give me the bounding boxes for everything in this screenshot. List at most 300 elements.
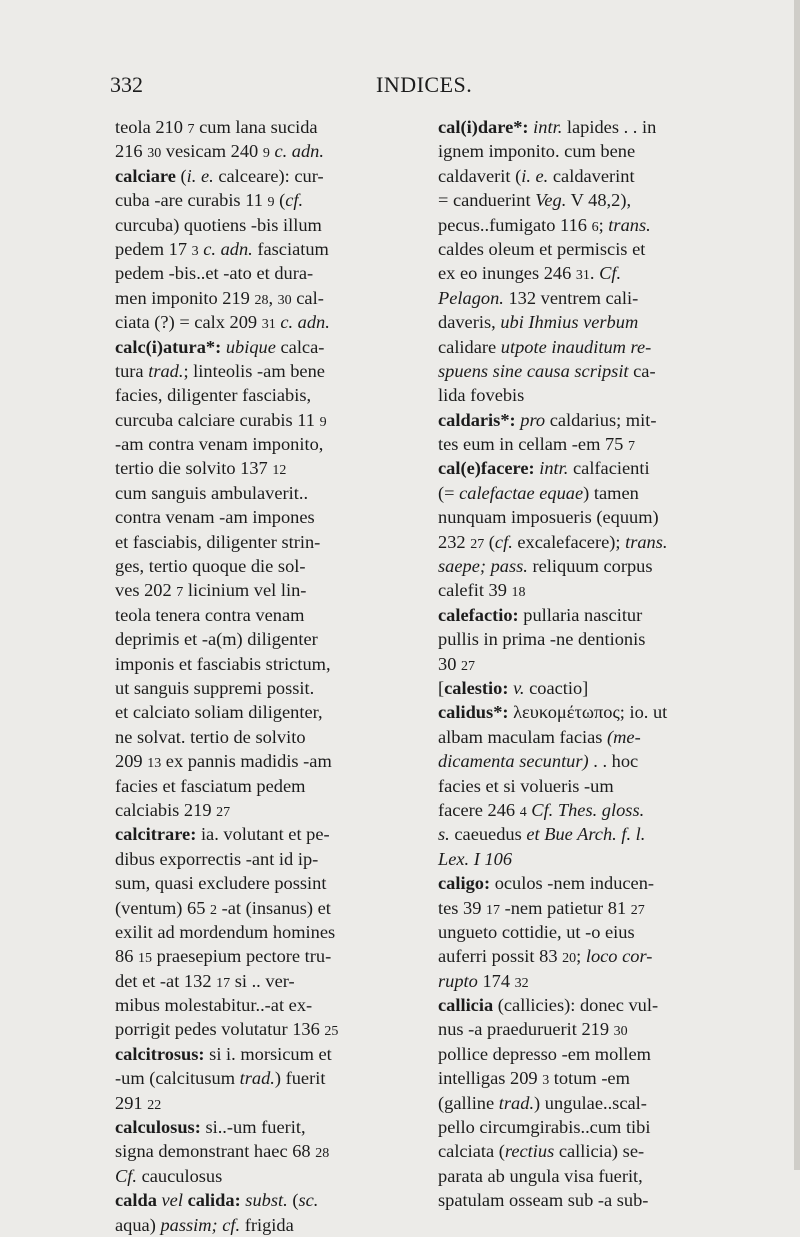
text-segment: v. [513, 677, 525, 698]
text-segment: pello circumgirabis..cum tibi [438, 1117, 651, 1138]
text-segment: 28 [254, 292, 269, 308]
text-line [115, 481, 425, 505]
text-segment: 27 [216, 804, 231, 820]
text-segment: Cf. Thes. gloss. [531, 799, 645, 820]
headword: calestio: [444, 677, 509, 698]
text-segment: 7 [187, 122, 195, 137]
text-line [438, 1042, 748, 1066]
text-segment: curcuba) quotiens -bis illum [115, 214, 322, 235]
text-line [115, 676, 425, 700]
text-line [438, 944, 748, 968]
text-segment: ex pannis madidis -am [161, 751, 332, 772]
text-line [115, 554, 425, 578]
headword: calefactio: [438, 604, 519, 625]
text-line [115, 164, 425, 188]
text-segment: c. adn. [203, 238, 253, 259]
headword: calidus*: [438, 702, 509, 723]
text-segment: ca- [628, 360, 656, 381]
text-segment: 232 [438, 531, 471, 552]
text-line [115, 1213, 425, 1237]
headword: calda [115, 1190, 157, 1211]
text-segment: tura [115, 360, 149, 381]
text-segment: (ventum) 65 [115, 897, 210, 918]
text-segment: 31 [575, 268, 590, 284]
text-segment: coactio] [524, 677, 589, 698]
text-line [115, 530, 425, 554]
text-segment: facies et si volueris -um [438, 775, 614, 796]
text-line [115, 847, 425, 871]
text-segment: saepe; pass. [438, 556, 528, 577]
text-line [438, 725, 748, 749]
text-line [115, 1188, 425, 1212]
text-segment: Pelagon. [438, 287, 504, 308]
text-segment: dibus exporrectis -ant id ip- [115, 848, 319, 869]
text-line [438, 1139, 748, 1163]
text-line [438, 554, 748, 578]
text-segment: cum lana sucida [194, 117, 318, 137]
text-line [115, 822, 425, 846]
text-segment: (galline [438, 1092, 499, 1113]
headword: calculosus: [115, 1117, 201, 1138]
text-segment: (callicies): donec vul- [493, 995, 659, 1016]
headword: calida: [187, 1190, 241, 1211]
text-segment: parata ab ungula visa fuerit, [438, 1165, 643, 1186]
text-segment: ia. volutant et pe- [196, 824, 330, 845]
text-segment: caldes oleum et permiscis et [438, 238, 646, 259]
text-line [115, 456, 425, 480]
text-segment: cal- [291, 287, 324, 308]
text-segment: totum -em [549, 1068, 630, 1089]
text-segment: 209 [115, 751, 148, 772]
text-segment: facere 246 [438, 799, 520, 820]
text-segment: 291 [115, 1092, 148, 1113]
text-segment: ; [598, 214, 609, 235]
text-line [115, 969, 425, 993]
text-segment: ) ungulae..scal- [534, 1092, 647, 1113]
text-line [115, 188, 425, 212]
text-line [115, 261, 425, 285]
text-line [438, 213, 748, 237]
text-line [115, 944, 425, 968]
text-line [115, 1066, 425, 1090]
text-segment: 3 [191, 243, 199, 259]
text-line [438, 871, 748, 895]
text-line [438, 432, 748, 456]
headword: caldaris*: [438, 409, 516, 430]
text-segment: teola tenera contra venam [115, 604, 305, 625]
text-segment: 30 [613, 1024, 628, 1040]
text-line [438, 1017, 748, 1041]
text-segment: calciabis 219 [115, 799, 217, 820]
text-segment: cum sanguis ambulaverit.. [115, 482, 309, 503]
text-segment: ( [175, 165, 187, 186]
text-segment: 216 [115, 141, 148, 162]
text-segment: 15 [138, 951, 152, 967]
text-segment: 22 [147, 1097, 162, 1113]
text-line [438, 969, 748, 993]
text-segment: dicamenta secuntur) [438, 751, 589, 772]
text-segment: caeuedus [449, 824, 527, 845]
text-line [438, 652, 748, 676]
text-segment: subst. [245, 1190, 288, 1211]
text-segment: V 48,2), [566, 190, 632, 211]
headword: calc(i)atura*: [115, 336, 222, 357]
text-segment: 6 [591, 219, 599, 235]
text-segment: pedem -bis..et -ato et dura- [115, 263, 314, 284]
text-line [115, 774, 425, 798]
text-segment: 30 [438, 653, 461, 674]
text-segment: signa demonstrant haec 68 [115, 1141, 316, 1162]
text-segment: 86 [115, 946, 138, 967]
text-segment: callicia) se- [554, 1141, 645, 1162]
text-line [115, 1164, 425, 1188]
text-segment: i. e. [521, 165, 549, 186]
headword: cal(e)facere: [438, 458, 535, 479]
headword: calcitrosus: [115, 1043, 205, 1064]
text-segment: rupto [438, 970, 478, 991]
text-segment: calceare): cur- [213, 165, 324, 186]
text-line [438, 383, 748, 407]
text-line [438, 822, 748, 846]
text-line [438, 700, 748, 724]
text-line [438, 115, 748, 139]
text-segment: . . hoc [588, 751, 639, 772]
text-line [438, 847, 748, 871]
text-segment: 17 [216, 975, 231, 991]
text-segment: c. adn. [280, 312, 330, 333]
text-segment: ves 202 [115, 580, 177, 601]
text-segment: Lex. I 106 [438, 848, 513, 869]
text-segment: si .. ver- [230, 970, 295, 991]
headword: calcitrare: [115, 824, 197, 845]
text-segment: 18 [511, 585, 526, 601]
text-line [115, 408, 425, 432]
text-segment: tes 39 [438, 897, 487, 918]
text-line [115, 213, 425, 237]
text-line [438, 603, 748, 627]
text-segment: tertio die solvito 137 [115, 458, 273, 479]
text-segment: , [268, 287, 278, 308]
text-segment: ) fuerit [274, 1068, 326, 1089]
text-line [115, 896, 425, 920]
text-line [438, 261, 748, 285]
text-segment: si..-um fuerit, [200, 1117, 306, 1138]
text-line [115, 578, 425, 602]
text-segment: s. [438, 824, 450, 845]
text-segment: calca- [275, 336, 325, 357]
text-segment: det et -at 132 [115, 970, 217, 991]
text-line [438, 1188, 748, 1212]
text-line [115, 871, 425, 895]
text-segment: [ [438, 677, 445, 698]
text-line [438, 359, 748, 383]
text-line [438, 310, 748, 334]
text-segment: ( [287, 1190, 299, 1211]
text-segment: trans. [608, 214, 651, 235]
text-segment: λευκομέτωπος; io. ut [508, 702, 668, 723]
text-segment: ; [576, 946, 586, 967]
text-line [115, 603, 425, 627]
text-line [438, 1091, 748, 1115]
text-segment: nus -a praeduruerit 219 [438, 1019, 614, 1040]
text-segment: intr. [533, 117, 563, 137]
text-segment: aqua) [115, 1214, 161, 1235]
text-line [115, 1042, 425, 1066]
text-segment: facies, diligenter fasciabis, [115, 385, 312, 406]
text-segment: 27 [630, 902, 645, 918]
headword: cal(i)dare*: [438, 117, 529, 137]
text-segment: pullaria nascitur [518, 604, 643, 625]
text-segment: 9 [319, 414, 327, 430]
text-line [115, 749, 425, 773]
text-line [115, 286, 425, 310]
text-segment: 12 [272, 463, 287, 479]
right-column [438, 115, 748, 1213]
text-segment: pollice depresso -em mollem [438, 1043, 651, 1064]
text-line [115, 700, 425, 724]
text-line [115, 1115, 425, 1139]
text-segment: caldaverint [548, 165, 635, 186]
text-line [115, 139, 425, 163]
text-segment: calefit 39 [438, 580, 512, 601]
text-segment: trans. [625, 531, 668, 552]
text-segment: contra venam -am impones [115, 507, 315, 528]
text-segment: ( [274, 190, 286, 211]
text-line [438, 749, 748, 773]
text-segment: frigida [240, 1214, 294, 1235]
text-segment: vel [161, 1190, 183, 1211]
text-segment: trad. [498, 1092, 535, 1113]
text-segment: ut sanguis suppremi possit. [115, 677, 315, 698]
text-segment: ciata (?) = calx 209 [115, 312, 262, 333]
text-line [438, 578, 748, 602]
text-segment: ubi Ihmius verbum [500, 312, 639, 333]
headword: caligo: [438, 873, 491, 894]
text-line [115, 798, 425, 822]
text-line [115, 993, 425, 1017]
text-segment: sum, quasi excludere possint [115, 873, 327, 894]
text-segment: cuba -are curabis 11 [115, 190, 268, 211]
text-segment: men imponito 219 [115, 287, 255, 308]
text-segment: 30 [147, 146, 162, 162]
text-segment: 27 [470, 536, 485, 552]
text-segment: ne solvat. tertio de solvito [115, 726, 306, 747]
text-segment: facies et fasciatum pedem [115, 775, 306, 796]
text-line [438, 920, 748, 944]
text-segment: trad. [148, 360, 184, 381]
text-segment: sc. [298, 1190, 319, 1211]
text-segment: caldarius; mit- [545, 409, 657, 430]
text-segment: 30 [277, 292, 292, 308]
text-segment: nunquam imposueris (equum) [438, 507, 659, 528]
text-segment: calciata ( [438, 1141, 505, 1162]
text-line [115, 725, 425, 749]
text-segment: 7 [176, 585, 184, 601]
text-line [438, 993, 748, 1017]
text-segment: 132 ventrem cali- [503, 287, 639, 308]
text-segment: reliquum corpus [527, 556, 653, 577]
text-segment: Veg. [535, 190, 567, 211]
text-segment: 31 [261, 317, 276, 333]
text-line [115, 505, 425, 529]
text-segment: spuens sine causa scripsit [438, 360, 629, 381]
text-segment: Cf. [599, 263, 622, 284]
text-segment: 13 [147, 756, 162, 772]
text-segment: ) tamen [583, 482, 639, 503]
text-segment: -um (calcitusum [115, 1068, 240, 1089]
text-line [438, 286, 748, 310]
headword: callicia [438, 995, 494, 1016]
text-line [115, 627, 425, 651]
text-segment: pedem 17 [115, 238, 192, 259]
text-segment: albam maculam facias [438, 726, 608, 747]
text-segment: daveris, [438, 312, 501, 333]
text-line [438, 774, 748, 798]
text-line [438, 676, 748, 700]
left-column [115, 115, 425, 1237]
text-segment: 3 [542, 1073, 550, 1089]
text-segment: exilit ad mordendum homines [115, 921, 336, 942]
text-segment: ; linteolis -am bene [183, 360, 325, 381]
text-line [115, 237, 425, 261]
text-segment: ungueto cottidie, ut -o eius [438, 921, 635, 942]
text-segment: excalefacere); [512, 531, 626, 552]
page-number: 332 [110, 72, 143, 97]
text-segment: pullis in prima -ne dentionis [438, 629, 646, 650]
text-line [438, 237, 748, 261]
text-segment: ges, tertio quoque die sol- [115, 556, 306, 577]
text-line [438, 408, 748, 432]
page-edge [794, 0, 800, 1170]
text-line [438, 530, 748, 554]
text-segment: trad. [239, 1068, 275, 1089]
text-segment: 2 [210, 902, 217, 918]
text-line [438, 335, 748, 359]
text-segment: imponis et fasciabis strictum, [115, 653, 331, 674]
text-segment: = canduerint [438, 190, 536, 211]
text-segment: -at (insanus) et [217, 897, 331, 918]
text-segment: passim; cf. [160, 1214, 241, 1235]
text-line [438, 505, 748, 529]
text-segment: et fasciabis, diligenter strin- [115, 531, 321, 552]
text-segment: 4 [519, 804, 527, 820]
text-segment: 9 [267, 195, 275, 211]
text-segment: caldaverit ( [438, 165, 522, 186]
text-segment: utpote inauditum re- [500, 336, 652, 357]
text-line [438, 1115, 748, 1139]
text-segment: praesepium pectore tru- [152, 946, 332, 967]
text-segment: (me- [607, 726, 641, 747]
text-line [115, 335, 425, 359]
text-segment: cauculosus [136, 1165, 223, 1186]
text-line [438, 188, 748, 212]
text-segment: et calciato soliam diligenter, [115, 702, 323, 723]
text-line [115, 310, 425, 334]
text-line [115, 1091, 425, 1115]
text-line [115, 383, 425, 407]
text-segment: (= [438, 482, 460, 503]
text-segment: 25 [324, 1024, 339, 1040]
text-segment: fasciatum [252, 238, 329, 259]
text-segment: curcuba calciare curabis 11 [115, 409, 320, 430]
text-segment: tes eum in cellam -em 75 [438, 434, 628, 455]
text-segment: teola 210 [115, 117, 188, 137]
text-line [115, 432, 425, 456]
text-segment: -am contra venam imponito, [115, 434, 324, 455]
text-segment: lapides . . in [562, 117, 657, 137]
text-segment: 7 [627, 439, 635, 455]
text-segment: loco cor- [585, 946, 653, 967]
text-segment: rectius [504, 1141, 555, 1162]
text-segment: deprimis et -a(m) diligenter [115, 629, 318, 650]
text-segment: -nem patietur 81 [500, 897, 631, 918]
text-line [115, 652, 425, 676]
text-segment: 27 [461, 658, 475, 674]
text-segment: pecus..fumigato 116 [438, 214, 592, 235]
text-line [115, 1017, 425, 1041]
text-segment: 28 [315, 1146, 330, 1162]
text-segment: cf. [494, 531, 513, 552]
text-segment: 32 [514, 975, 529, 991]
text-segment: spatulam osseam sub -a sub- [438, 1190, 649, 1211]
text-line [438, 1066, 748, 1090]
text-line [438, 456, 748, 480]
text-segment: oculos -nem inducen- [490, 873, 655, 894]
running-head: INDICES. [376, 72, 473, 97]
text-line [115, 920, 425, 944]
text-line [115, 359, 425, 383]
text-segment: lida fovebis [438, 385, 525, 406]
text-segment: 9 [262, 146, 270, 162]
text-segment: vesicam 240 [161, 141, 263, 162]
text-segment: si i. morsicum et [204, 1043, 332, 1064]
text-line [438, 164, 748, 188]
text-line [438, 1164, 748, 1188]
text-segment: licinium vel lin- [183, 580, 307, 601]
text-line [438, 139, 748, 163]
text-segment: calefactae equae [459, 482, 584, 503]
text-segment: et Bue Arch. f. l. [526, 824, 646, 845]
headword: calciare [115, 165, 176, 186]
text-segment: ( [484, 531, 495, 552]
text-line [438, 481, 748, 505]
text-line [438, 627, 748, 651]
text-segment: mibus molestabitur..-at ex- [115, 995, 313, 1016]
text-segment: calfacienti [568, 458, 650, 479]
text-line [438, 896, 748, 920]
text-segment: . [589, 263, 600, 284]
text-segment: 20 [562, 951, 577, 967]
text-segment: intr. [539, 458, 569, 479]
text-segment: intelligas 209 [438, 1068, 543, 1089]
text-segment: auferri possit 83 [438, 946, 563, 967]
text-segment: 17 [486, 902, 501, 918]
text-segment: Cf. [115, 1165, 137, 1186]
text-line [115, 115, 425, 139]
text-segment: calidare [438, 336, 501, 357]
text-segment: ubique [225, 336, 276, 357]
text-segment: porrigit pedes volutatur 136 [115, 1019, 325, 1040]
text-segment: ex eo inunges 246 [438, 263, 576, 284]
text-line [115, 1139, 425, 1163]
text-segment: i. e. [186, 165, 214, 186]
text-segment: pro [520, 409, 546, 430]
text-line [438, 798, 748, 822]
text-segment: c. adn. [274, 141, 324, 162]
text-segment: cf. [285, 190, 304, 211]
text-segment: 174 [477, 970, 515, 991]
text-segment: ignem imponito. cum bene [438, 141, 636, 162]
